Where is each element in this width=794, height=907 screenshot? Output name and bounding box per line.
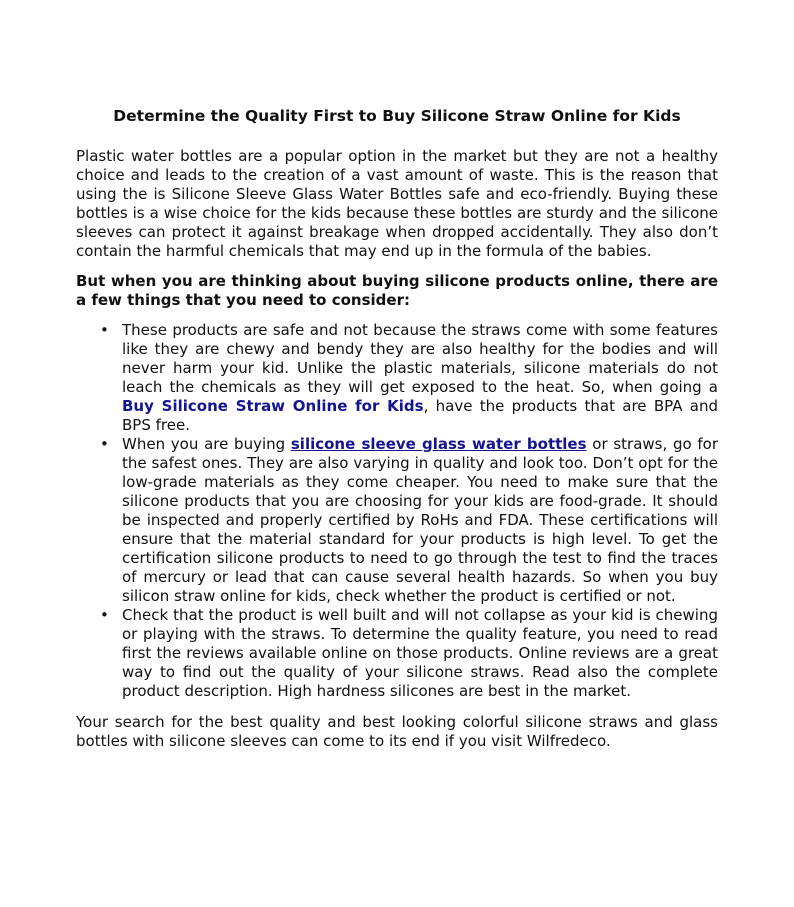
list-item-text: , have the products that are BPA and BPS free. <box>122 397 718 434</box>
list-item-quality <box>76 435 718 606</box>
tips-list <box>76 321 718 701</box>
consider-heading: But when you are thinking about buying silicone products online, there are a few things that you need to consider: <box>76 272 718 309</box>
silicone-sleeve-bottles-link[interactable]: silicone sleeve glass water bottles <box>290 435 587 453</box>
list-item-text: When you are buying <box>122 435 291 453</box>
page-title: Determine the Quality First to Buy Silicone Straw Online for Kids <box>113 107 681 125</box>
list-item-text: or straws, go for the safest ones. They are also varying in quality and look too. Don’t opt for the low-grade materials as they come cheaper. You need to make sure that the silicone products that you are choosing for your kids are food-grade. It should be inspected and properly certified by RoHs and FDA. These certifications will ensure that the material standard for your products is high level. To get the certification silicone products to need to go through the test to find the traces of mercury or lead that can cause several health hazards. So when you buy silicon straw online for kids, check whether the product is certified or not. <box>122 435 718 605</box>
closing-paragraph: Your search for the best quality and best looking colorful silicone straws and glass bottles with silicone sleeves can come to its end if you visit Wilfredeco. <box>76 713 718 750</box>
buy-silicone-straw-link[interactable]: Buy Silicone Straw Online for Kids <box>122 397 424 415</box>
list-item-safety <box>76 321 718 435</box>
bullet-icon: • <box>100 435 109 453</box>
list-item-text: Check that the product is well built and will not collapse as your kid is chewing or playing with the straws. To determine the quality feature, you need to read first the reviews available online on those products. Online reviews are a great way to find out the quality of your silicone straws. Read also the complete product description. High hardness silicones are best in the market. <box>122 606 718 700</box>
list-item-text: These products are safe and not because the straws come with some features like they are chewy and bendy they are also healthy for the bodies and will never harm your kid. Unlike the plastic materials, silicone materials do not leach the chemicals as they will get exposed to the heat. So, when going a <box>122 321 718 396</box>
list-item-build <box>76 606 718 701</box>
bullet-icon: • <box>100 606 109 624</box>
bullet-icon: • <box>100 321 109 339</box>
intro-paragraph: Plastic water bottles are a popular option in the market but they are not a healthy choice and leads to the creation of a vast amount of waste. This is the reason that using the is Silicone Sleeve Glass Water Bottles safe and eco-friendly. Buying these bottles is a wise choice for the kids because these bottles are sturdy and the silicone sleeves can protect it against breakage when dropped accidentally. They also don’t contain the harmful chemicals that may end up in the formula of the babies. <box>76 147 718 260</box>
